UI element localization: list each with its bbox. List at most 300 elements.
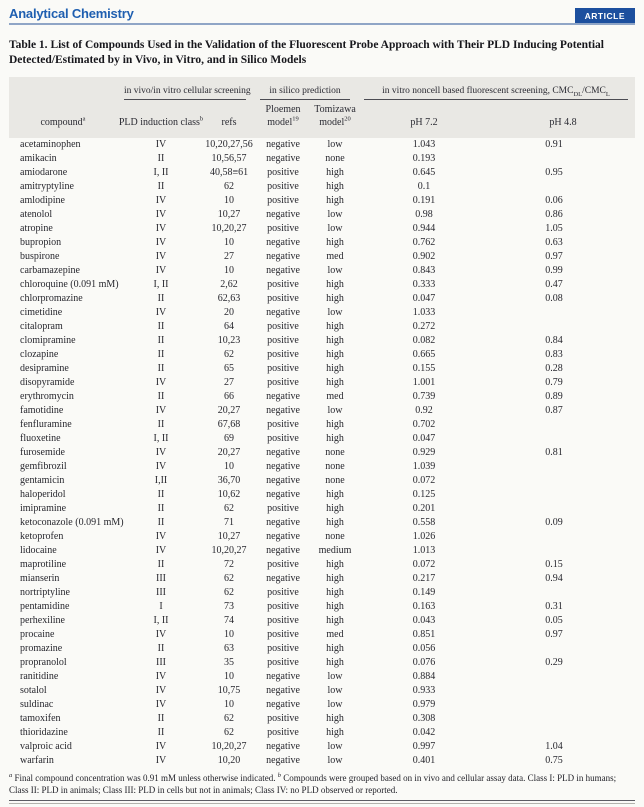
- cell-ph72: 0.217: [412, 573, 436, 585]
- cell-tomizawa: high: [326, 615, 344, 627]
- cell-ph72: 1.001: [412, 377, 436, 389]
- cell-refs: 62: [224, 573, 234, 585]
- cell-ph72: 0.92: [415, 405, 433, 417]
- cell-compound: citalopram: [20, 321, 63, 333]
- cell-tomizawa: high: [326, 279, 344, 291]
- table-row: [9, 558, 635, 572]
- cell-ploemen: negative: [266, 671, 300, 683]
- cell-tomizawa: med: [326, 629, 344, 641]
- cell-pld-class: IV: [155, 209, 167, 221]
- cell-ph72: 0.851: [412, 629, 436, 641]
- cell-pld-class: I, II: [153, 279, 169, 291]
- cell-ploemen: positive: [267, 293, 299, 305]
- cell-pld-class: I, II: [153, 433, 169, 445]
- cell-ph48: [491, 474, 635, 488]
- col-header-refs: refs: [221, 116, 237, 128]
- table-row: [9, 376, 635, 390]
- table-row: [9, 712, 635, 726]
- cell-ph48: [491, 180, 635, 194]
- table-row: [9, 432, 635, 446]
- cell-ph72: 0.047: [412, 433, 436, 445]
- cell-tomizawa: high: [326, 559, 344, 571]
- cmc-dl-subscript: DL: [573, 91, 583, 99]
- cell-ph48: 0.15: [545, 559, 563, 571]
- table-row: [9, 152, 635, 166]
- cell-compound: maprotiline: [20, 559, 67, 571]
- cell-compound: amiodarone: [20, 167, 68, 179]
- cell-ploemen: positive: [267, 419, 299, 431]
- footnote: [9, 772, 635, 796]
- cell-refs: 10: [224, 237, 234, 249]
- table-row: [9, 586, 635, 600]
- cell-refs: 20,27: [217, 447, 241, 459]
- cell-compound: fluoxetine: [20, 433, 61, 445]
- cell-ph48: 0.83: [545, 349, 563, 361]
- cell-ploemen: negative: [266, 265, 300, 277]
- cell-compound: suldinac: [20, 699, 54, 711]
- cell-ploemen: negative: [266, 237, 300, 249]
- cell-tomizawa: none: [325, 531, 345, 543]
- table-row: [9, 208, 635, 222]
- cell-pld-class: IV: [155, 251, 167, 263]
- cell-refs: 20: [224, 307, 234, 319]
- cell-ph48: [491, 502, 635, 516]
- cell-refs: 10,20,27: [211, 741, 247, 753]
- journal-header: [9, 0, 635, 25]
- table-row: [9, 642, 635, 656]
- cell-pld-class: II: [157, 503, 165, 515]
- cell-tomizawa: none: [325, 447, 345, 459]
- cell-ph72: 0.308: [412, 713, 436, 725]
- journal-name: Analytical Chemistry: [9, 6, 134, 21]
- cell-ploemen: negative: [266, 251, 300, 263]
- cell-tomizawa: low: [327, 209, 343, 221]
- table-row: [9, 614, 635, 628]
- cell-compound: pentamidine: [20, 601, 70, 613]
- cell-pld-class: IV: [155, 461, 167, 473]
- cell-tomizawa: none: [325, 475, 345, 487]
- cell-ploemen: positive: [267, 601, 299, 613]
- cell-refs: 64: [224, 321, 234, 333]
- cell-ph72: 1.043: [412, 139, 436, 151]
- cell-compound: warfarin: [20, 755, 54, 767]
- cell-tomizawa: high: [326, 237, 344, 249]
- cell-refs: 62: [224, 349, 234, 361]
- cell-compound: thioridazine: [20, 727, 68, 739]
- cell-refs: 27: [224, 377, 234, 389]
- cell-compound: amikacin: [20, 153, 57, 165]
- cell-ph48: 0.79: [545, 377, 563, 389]
- table-title: [9, 38, 635, 68]
- cell-refs: 74: [224, 615, 234, 627]
- cell-ploemen: negative: [266, 475, 300, 487]
- cell-compound: acetaminophen: [20, 139, 81, 151]
- cell-refs: 67,68: [217, 419, 241, 431]
- group-cellular-screening: in vivo/in vitro cellular screening: [117, 77, 253, 101]
- cell-refs: 2,62: [220, 279, 238, 291]
- table-row: [9, 292, 635, 306]
- group-spacer: [9, 77, 117, 101]
- table-row: [9, 348, 635, 362]
- cell-ph72: 0.047: [412, 293, 436, 305]
- cell-refs: 62: [224, 587, 234, 599]
- cell-ploemen: positive: [267, 433, 299, 445]
- cell-ph72: 0.739: [412, 391, 436, 403]
- cell-ph48: 0.87: [545, 405, 563, 417]
- cell-refs: 10: [224, 629, 234, 641]
- cell-refs: 10,20,27,56: [205, 139, 253, 151]
- cell-ph72: 1.013: [412, 545, 436, 557]
- cell-ploemen: positive: [267, 181, 299, 193]
- table-row: [9, 264, 635, 278]
- cell-ph72: 0.762: [412, 237, 436, 249]
- cell-pld-class: IV: [155, 265, 167, 277]
- col-header-ploemen-model: Ploemen model$^{19}$: [265, 104, 301, 128]
- cell-ph72: 0.191: [412, 195, 436, 207]
- cell-ph48: [491, 152, 635, 166]
- cell-tomizawa: high: [326, 363, 344, 375]
- cell-ploemen: negative: [266, 153, 300, 165]
- cell-compound: imipramine: [20, 503, 67, 515]
- table-row: [9, 446, 635, 460]
- cell-ph48: 1.05: [545, 223, 563, 235]
- cell-refs: 62,63: [217, 293, 241, 305]
- col-header-tomizawa-model: Tomizawa model$^{20}$: [314, 104, 356, 128]
- cell-tomizawa: low: [327, 755, 343, 767]
- table-title-text: List of Compounds Used in the Validation of the Fluorescent Probe Approach with Their PLD Inducing Potential Detected/Estimated by in Vivo, in Vitro, and in Silico Models: [9, 39, 605, 67]
- cell-compound: clozapine: [20, 349, 59, 361]
- group-header-row: [9, 77, 635, 101]
- cell-refs: 10,27: [217, 209, 241, 221]
- cell-tomizawa: low: [327, 685, 343, 697]
- cell-ph48: [491, 488, 635, 502]
- cell-refs: 10,20: [217, 755, 241, 767]
- cell-refs: 10: [224, 699, 234, 711]
- cell-ploemen: positive: [267, 349, 299, 361]
- cell-refs: 27: [224, 251, 234, 263]
- footnote-marker-a: a: [9, 772, 13, 780]
- cell-ploemen: positive: [267, 559, 299, 571]
- cell-tomizawa: low: [327, 405, 343, 417]
- table-row: [9, 250, 635, 264]
- cell-tomizawa: high: [326, 517, 344, 529]
- cell-ploemen: positive: [267, 657, 299, 669]
- table-row: [9, 404, 635, 418]
- cell-pld-class: II: [157, 349, 165, 361]
- cell-ploemen: positive: [267, 321, 299, 333]
- cell-ploemen: positive: [267, 615, 299, 627]
- cell-refs: 40,58≡61: [209, 167, 249, 179]
- table-row: [9, 180, 635, 194]
- cell-ploemen: negative: [266, 755, 300, 767]
- cell-refs: 10,20,27: [211, 223, 247, 235]
- cell-ph72: 0.076: [412, 657, 436, 669]
- table-row: [9, 502, 635, 516]
- cell-ploemen: negative: [266, 447, 300, 459]
- cell-pld-class: II: [157, 293, 165, 305]
- cell-tomizawa: high: [326, 657, 344, 669]
- table-row: [9, 488, 635, 502]
- cell-ploemen: positive: [267, 713, 299, 725]
- cell-pld-class: II: [157, 559, 165, 571]
- cell-ph72: 0.665: [412, 349, 436, 361]
- cell-pld-class: I, II: [153, 167, 169, 179]
- cell-compound: atenolol: [20, 209, 53, 221]
- cell-ph72: 0.333: [412, 279, 436, 291]
- cell-refs: 10,75: [217, 685, 241, 697]
- cell-compound: procaine: [20, 629, 55, 641]
- cell-tomizawa: low: [327, 307, 343, 319]
- cell-ploemen: positive: [267, 643, 299, 655]
- cell-pld-class: IV: [155, 629, 167, 641]
- cell-compound: propranolol: [20, 657, 67, 669]
- cell-compound: sotalol: [20, 685, 47, 697]
- table-row: [9, 530, 635, 544]
- cell-ph72: 0.125: [412, 489, 436, 501]
- footnote-text-a: Final compound concentration was 0.91 mM unless otherwise indicated.: [14, 773, 276, 784]
- cell-pld-class: IV: [155, 531, 167, 543]
- table-row: [9, 572, 635, 586]
- cell-ploemen: positive: [267, 335, 299, 347]
- table-row: [9, 516, 635, 530]
- table-row: [9, 362, 635, 376]
- cell-pld-class: IV: [155, 223, 167, 235]
- table-row: [9, 726, 635, 740]
- cell-tomizawa: high: [326, 321, 344, 333]
- cell-refs: 10,56,57: [211, 153, 247, 165]
- cell-pld-class: I,II: [154, 475, 168, 487]
- cell-refs: 62: [224, 727, 234, 739]
- cell-ph48: 0.28: [545, 363, 563, 375]
- cell-ph48: 0.97: [545, 629, 563, 641]
- cell-tomizawa: low: [327, 671, 343, 683]
- cell-ploemen: negative: [266, 741, 300, 753]
- cell-ph48: 0.29: [545, 657, 563, 669]
- cell-compound: ketoconazole (0.091 mM): [20, 517, 124, 529]
- cell-ploemen: positive: [267, 279, 299, 291]
- cell-refs: 62: [224, 181, 234, 193]
- cell-tomizawa: high: [326, 573, 344, 585]
- cell-ph48: 0.86: [545, 209, 563, 221]
- cell-ploemen: positive: [267, 363, 299, 375]
- footnote-marker-b: b: [277, 772, 281, 780]
- cell-ploemen: negative: [266, 209, 300, 221]
- cell-tomizawa: low: [327, 699, 343, 711]
- cell-tomizawa: medium: [318, 545, 352, 557]
- cell-ph48: [491, 586, 635, 600]
- cell-ph72: 0.558: [412, 517, 436, 529]
- cell-pld-class: IV: [155, 195, 167, 207]
- cell-pld-class: IV: [155, 741, 167, 753]
- cell-ploemen: negative: [266, 545, 300, 557]
- cell-compound: chloroquine (0.091 mM): [20, 279, 119, 291]
- cell-ploemen: positive: [267, 503, 299, 515]
- cell-ph72: 0.702: [412, 419, 436, 431]
- cmc-l-subscript: L: [605, 91, 610, 99]
- cell-ph72: 0.272: [412, 321, 436, 333]
- cell-ph72: 0.056: [412, 643, 436, 655]
- cell-ph48: 0.81: [545, 447, 563, 459]
- cell-tomizawa: high: [326, 601, 344, 613]
- cell-pld-class: IV: [155, 405, 167, 417]
- cell-pld-class: IV: [155, 237, 167, 249]
- cell-pld-class: II: [157, 517, 165, 529]
- cell-tomizawa: low: [327, 741, 343, 753]
- table-title-label: Table 1.: [9, 39, 48, 51]
- cell-tomizawa: high: [326, 587, 344, 599]
- cell-compound: fenfluramine: [20, 419, 72, 431]
- cell-ph48: 0.47: [545, 279, 563, 291]
- cell-tomizawa: high: [326, 349, 344, 361]
- footnote-text-b: Compounds were grouped based on in vivo and cellular assay data. Class I: PLD in humans; Class II: PLD in animals; Class III: PLD in cells but not in animals; Class IV: no PLD observed or reported.: [9, 773, 617, 796]
- cell-pld-class: II: [157, 727, 165, 739]
- cell-pld-class: II: [157, 335, 165, 347]
- cell-refs: 73: [224, 601, 234, 613]
- cell-refs: 10,27: [217, 531, 241, 543]
- cell-tomizawa: high: [326, 195, 344, 207]
- cell-pld-class: IV: [155, 139, 167, 151]
- cell-tomizawa: low: [327, 265, 343, 277]
- cell-ph48: 0.91: [545, 139, 563, 151]
- table-row: [9, 334, 635, 348]
- cell-compound: chlorpromazine: [20, 293, 83, 305]
- table-row: [9, 166, 635, 180]
- cell-pld-class: II: [157, 419, 165, 431]
- table-row: [9, 306, 635, 320]
- col-header-ph72: pH 7.2: [410, 116, 438, 128]
- cell-ph48: [491, 530, 635, 544]
- cell-ph72: 0.201: [412, 503, 436, 515]
- cell-refs: 10: [224, 195, 234, 207]
- cell-ploemen: negative: [266, 685, 300, 697]
- cell-refs: 66: [224, 391, 234, 403]
- table-row: [9, 754, 635, 768]
- cell-ph48: [491, 544, 635, 558]
- cell-ph48: 1.04: [545, 741, 563, 753]
- cell-compound: valproic acid: [20, 741, 72, 753]
- cell-ph48: 0.06: [545, 195, 563, 207]
- page-bottom-rule: [9, 800, 635, 804]
- cell-ph48: 0.89: [545, 391, 563, 403]
- cell-ploemen: positive: [267, 629, 299, 641]
- cell-compound: famotidine: [20, 405, 64, 417]
- cell-compound: atropine: [20, 223, 53, 235]
- cell-ph48: 0.08: [545, 293, 563, 305]
- cell-pld-class: II: [157, 363, 165, 375]
- table-header: [9, 77, 635, 138]
- cell-ph72: 0.997: [412, 741, 436, 753]
- cell-tomizawa: med: [326, 391, 344, 403]
- table-row: [9, 460, 635, 474]
- table-row: [9, 194, 635, 208]
- article-badge: ARTICLE: [575, 8, 635, 23]
- cell-refs: 10,23: [217, 335, 241, 347]
- cell-ph48: 0.09: [545, 517, 563, 529]
- cell-refs: 62: [224, 713, 234, 725]
- cell-tomizawa: high: [326, 377, 344, 389]
- cell-ph72: 0.98: [415, 209, 433, 221]
- cell-compound: furosemide: [20, 447, 65, 459]
- cell-refs: 69: [224, 433, 234, 445]
- cell-pld-class: II: [157, 489, 165, 501]
- col-header-ph48: pH 4.8: [549, 116, 577, 128]
- cell-ploemen: negative: [266, 573, 300, 585]
- cell-compound: perhexiline: [20, 615, 65, 627]
- cell-pld-class: II: [157, 153, 165, 165]
- cell-compound: promazine: [20, 643, 63, 655]
- cell-ploemen: negative: [266, 405, 300, 417]
- table-row: [9, 740, 635, 754]
- column-header-row: [9, 101, 635, 138]
- cell-ph72: 0.843: [412, 265, 436, 277]
- cell-refs: 65: [224, 363, 234, 375]
- cell-compound: amlodipine: [20, 195, 65, 207]
- cell-compound: amitryptyline: [20, 181, 74, 193]
- cell-ploemen: positive: [267, 195, 299, 207]
- cell-ph48: [491, 726, 635, 740]
- cell-ph48: [491, 642, 635, 656]
- cell-tomizawa: high: [326, 335, 344, 347]
- cell-ph72: 0.072: [412, 559, 436, 571]
- cell-ph48: 0.99: [545, 265, 563, 277]
- cell-pld-class: IV: [155, 307, 167, 319]
- cell-ploemen: negative: [266, 391, 300, 403]
- cell-compound: ranitidine: [20, 671, 59, 683]
- cell-tomizawa: high: [326, 181, 344, 193]
- cell-refs: 63: [224, 643, 234, 655]
- cell-compound: clomipramine: [20, 335, 76, 347]
- cell-ph72: 0.902: [412, 251, 436, 263]
- table-body: [9, 138, 635, 768]
- table-row: [9, 474, 635, 488]
- cell-pld-class: IV: [155, 447, 167, 459]
- table-row: [9, 698, 635, 712]
- table-row: [9, 544, 635, 558]
- cell-compound: disopyramide: [20, 377, 75, 389]
- table-row: [9, 236, 635, 250]
- cell-ph72: 1.039: [412, 461, 436, 473]
- group-insilico-prediction: in silico prediction: [253, 77, 357, 101]
- cell-ph48: [491, 320, 635, 334]
- table-row: [9, 418, 635, 432]
- cell-ph48: [491, 684, 635, 698]
- cell-tomizawa: med: [326, 251, 344, 263]
- cell-tomizawa: high: [326, 503, 344, 515]
- cell-ph72: 0.401: [412, 755, 436, 767]
- table-row: [9, 320, 635, 334]
- cell-ph48: [491, 698, 635, 712]
- cell-tomizawa: high: [326, 489, 344, 501]
- table-row: [9, 656, 635, 670]
- cell-ploemen: positive: [267, 587, 299, 599]
- cell-compound: ketoprofen: [20, 531, 64, 543]
- table-row: [9, 222, 635, 236]
- cell-ph72: 0.884: [412, 671, 436, 683]
- cell-tomizawa: high: [326, 713, 344, 725]
- cell-refs: 10: [224, 265, 234, 277]
- col-header-compound: compound$^a$: [40, 115, 86, 128]
- cell-pld-class: II: [157, 713, 165, 725]
- cell-compound: buspirone: [20, 251, 60, 263]
- cell-ph72: 0.043: [412, 615, 436, 627]
- cell-ploemen: negative: [266, 489, 300, 501]
- cell-tomizawa: high: [326, 727, 344, 739]
- cell-ph72: 1.033: [412, 307, 436, 319]
- col-header-pld-class: PLD induction class$^b$: [118, 115, 204, 128]
- compound-table: [9, 77, 635, 768]
- table-row: [9, 390, 635, 404]
- cell-compound: nortriptyline: [20, 587, 70, 599]
